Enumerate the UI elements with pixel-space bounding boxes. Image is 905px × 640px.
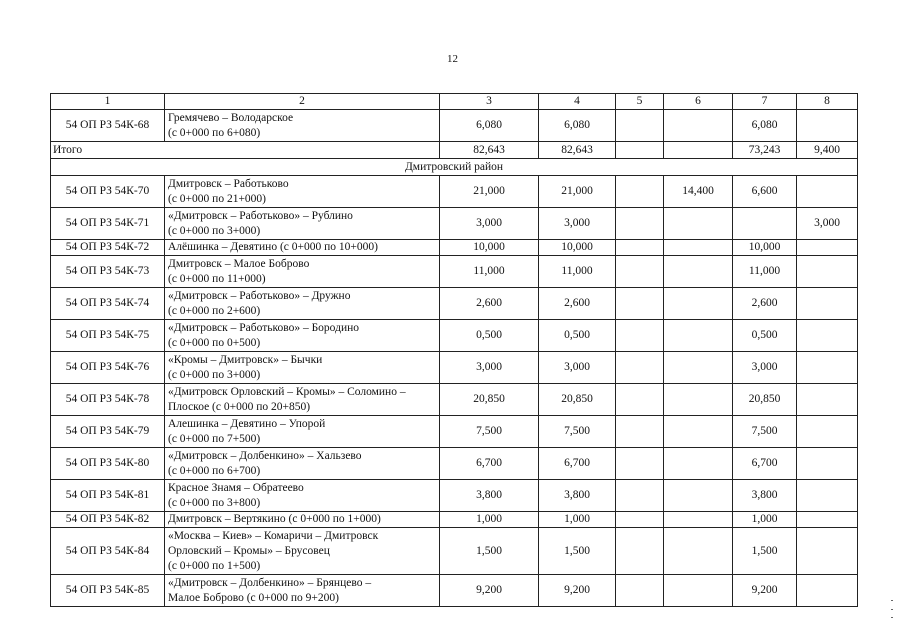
value-c7: 3,800 <box>733 480 797 512</box>
value-c3: 11,000 <box>440 256 539 288</box>
value-c5 <box>616 416 664 448</box>
table-row <box>51 384 858 416</box>
road-name-line: «Дмитровск – Долбенкино» – Брянцево – <box>168 576 372 589</box>
value-c8 <box>797 256 858 288</box>
value-c4: 21,000 <box>539 176 616 208</box>
value-c6 <box>664 448 733 480</box>
road-name <box>165 110 440 142</box>
table-row <box>51 416 858 448</box>
value-c4: 9,200 <box>539 575 616 607</box>
road-name-line: Алешинка – Девятино – Упорой <box>168 417 326 430</box>
road-name-line: (с 0+000 по 21+000) <box>168 192 267 205</box>
road-name-line: Дмитровск – Малое Боброво <box>168 257 310 270</box>
value-c5 <box>616 512 664 528</box>
total-c7: 73,243 <box>733 142 797 159</box>
value-c6 <box>664 110 733 142</box>
value-c4: 3,000 <box>539 352 616 384</box>
value-c3: 20,850 <box>440 384 539 416</box>
road-name-line: «Москва – Киев» – Комаричи – Дмитровск <box>168 529 379 542</box>
header-cell: 2 <box>165 94 440 110</box>
road-name-line: «Дмитровск – Работьково» – Бородино <box>168 321 360 334</box>
road-name-line: Гремячево – Володарское <box>168 111 294 124</box>
road-code: 54 ОП РЗ 54К-78 <box>51 384 165 416</box>
value-c3: 2,600 <box>440 288 539 320</box>
road-name-line: Орловский – Кромы» – Брусовец <box>168 544 330 557</box>
road-name <box>165 528 440 575</box>
road-name-line: (с 0+000 по 11+000) <box>168 272 266 285</box>
value-c6 <box>664 528 733 575</box>
value-c7: 9,200 <box>733 575 797 607</box>
road-name-line: «Дмитровск Орловский – Кромы» – Соломино – <box>168 385 406 398</box>
value-c8 <box>797 416 858 448</box>
value-c6: 14,400 <box>664 176 733 208</box>
value-c7 <box>733 208 797 240</box>
value-c7: 2,600 <box>733 288 797 320</box>
road-name-line: (с 0+000 по 1+500) <box>168 559 261 572</box>
road-name <box>165 208 440 240</box>
road-name-line: Красное Знамя – Обратеево <box>168 481 304 494</box>
road-code: 54 ОП РЗ 54К-76 <box>51 352 165 384</box>
road-name <box>165 575 440 607</box>
value-c8 <box>797 575 858 607</box>
road-name <box>165 352 440 384</box>
value-c4: 0,500 <box>539 320 616 352</box>
total-c3: 82,643 <box>440 142 539 159</box>
road-name-line: (с 0+000 по 3+800) <box>168 496 261 509</box>
table-row <box>51 320 858 352</box>
table-row <box>51 575 858 607</box>
value-c6 <box>664 352 733 384</box>
table-row <box>51 256 858 288</box>
road-name-line: (с 0+000 по 7+500) <box>168 432 261 445</box>
value-c4: 10,000 <box>539 240 616 256</box>
value-c3: 10,000 <box>440 240 539 256</box>
road-name-line: «Дмитровск – Работьково» – Дружно <box>168 289 351 302</box>
value-c8 <box>797 384 858 416</box>
road-name <box>165 480 440 512</box>
table-row <box>51 176 858 208</box>
value-c8 <box>797 480 858 512</box>
road-name-line: Алёшинка – Девятино (с 0+000 по 10+000) <box>168 241 378 253</box>
road-name-line: (с 0+000 по 2+600) <box>168 304 261 317</box>
district-title: Дмитровский район <box>51 159 858 176</box>
table-row <box>51 512 858 528</box>
table-row <box>51 288 858 320</box>
header-cell: 5 <box>616 94 664 110</box>
total-c5 <box>616 142 664 159</box>
value-c5 <box>616 240 664 256</box>
value-c3: 1,000 <box>440 512 539 528</box>
road-code: 54 ОП РЗ 54К-82 <box>51 512 165 528</box>
road-code: 54 ОП РЗ 54К-79 <box>51 416 165 448</box>
value-c6 <box>664 320 733 352</box>
road-code: 54 ОП РЗ 54К-68 <box>51 110 165 142</box>
value-c5 <box>616 384 664 416</box>
header-row <box>51 94 858 110</box>
road-name <box>165 240 440 256</box>
table-row <box>51 352 858 384</box>
value-c8 <box>797 176 858 208</box>
value-c4: 3,000 <box>539 208 616 240</box>
road-name-line: (с 0+000 по 6+700) <box>168 464 261 477</box>
total-row <box>51 142 858 159</box>
road-name <box>165 256 440 288</box>
value-c3: 7,500 <box>440 416 539 448</box>
road-name <box>165 288 440 320</box>
value-c3: 6,700 <box>440 448 539 480</box>
value-c6 <box>664 512 733 528</box>
road-name-line: «Дмитровск – Долбенкино» – Хальзево <box>168 449 362 462</box>
header-cell: 6 <box>664 94 733 110</box>
value-c5 <box>616 480 664 512</box>
value-c3: 3,800 <box>440 480 539 512</box>
header-cell: 7 <box>733 94 797 110</box>
value-c8 <box>797 110 858 142</box>
road-name-line: (с 0+000 по 3+000) <box>168 224 261 237</box>
value-c8 <box>797 352 858 384</box>
page-number: 12 <box>447 53 458 65</box>
value-c3: 9,200 <box>440 575 539 607</box>
value-c5 <box>616 575 664 607</box>
value-c4: 7,500 <box>539 416 616 448</box>
road-name <box>165 320 440 352</box>
road-name-line: (с 0+000 по 3+000) <box>168 368 261 381</box>
road-name <box>165 416 440 448</box>
road-code: 54 ОП РЗ 54К-85 <box>51 575 165 607</box>
value-c8 <box>797 512 858 528</box>
value-c7: 7,500 <box>733 416 797 448</box>
road-code: 54 ОП РЗ 54К-75 <box>51 320 165 352</box>
road-name-line: Малое Боброво (с 0+000 по 9+200) <box>168 591 339 604</box>
road-name <box>165 448 440 480</box>
table-row <box>51 240 858 256</box>
value-c3: 1,500 <box>440 528 539 575</box>
table-row <box>51 110 858 142</box>
value-c6 <box>664 575 733 607</box>
road-code: 54 ОП РЗ 54К-81 <box>51 480 165 512</box>
value-c5 <box>616 256 664 288</box>
table-row <box>51 208 858 240</box>
scan-specks <box>891 600 895 618</box>
value-c7: 6,080 <box>733 110 797 142</box>
road-name-line: (с 0+000 по 0+500) <box>168 336 261 349</box>
road-name-line: Плоское (с 0+000 по 20+850) <box>168 400 311 413</box>
value-c5 <box>616 448 664 480</box>
value-c8 <box>797 448 858 480</box>
value-c6 <box>664 384 733 416</box>
value-c6 <box>664 288 733 320</box>
header-cell: 8 <box>797 94 858 110</box>
value-c8: 3,000 <box>797 208 858 240</box>
value-c4: 6,700 <box>539 448 616 480</box>
road-name-line: Дмитровск – Работьково <box>168 177 289 190</box>
value-c7: 10,000 <box>733 240 797 256</box>
total-label: Итого <box>51 142 440 159</box>
value-c8 <box>797 240 858 256</box>
road-code: 54 ОП РЗ 54К-71 <box>51 208 165 240</box>
total-c8: 9,400 <box>797 142 858 159</box>
value-c8 <box>797 320 858 352</box>
road-code: 54 ОП РЗ 54К-84 <box>51 528 165 575</box>
value-c7: 3,000 <box>733 352 797 384</box>
value-c4: 3,800 <box>539 480 616 512</box>
value-c5 <box>616 208 664 240</box>
value-c6 <box>664 416 733 448</box>
road-code: 54 ОП РЗ 54К-72 <box>51 240 165 256</box>
total-c6 <box>664 142 733 159</box>
header-cell: 1 <box>51 94 165 110</box>
table-row <box>51 480 858 512</box>
value-c3: 21,000 <box>440 176 539 208</box>
road-code: 54 ОП РЗ 54К-73 <box>51 256 165 288</box>
road-name-line: (с 0+000 по 6+080) <box>168 126 261 139</box>
value-c7: 11,000 <box>733 256 797 288</box>
value-c5 <box>616 110 664 142</box>
road-name-line: «Дмитровск – Работьково» – Рублино <box>168 209 353 222</box>
value-c4: 2,600 <box>539 288 616 320</box>
header-cell: 3 <box>440 94 539 110</box>
value-c6 <box>664 208 733 240</box>
value-c3: 6,080 <box>440 110 539 142</box>
header-cell: 4 <box>539 94 616 110</box>
value-c5 <box>616 528 664 575</box>
value-c6 <box>664 256 733 288</box>
value-c3: 3,000 <box>440 352 539 384</box>
value-c3: 0,500 <box>440 320 539 352</box>
value-c6 <box>664 480 733 512</box>
road-name <box>165 176 440 208</box>
value-c8 <box>797 288 858 320</box>
road-name <box>165 384 440 416</box>
value-c7: 6,700 <box>733 448 797 480</box>
value-c3: 3,000 <box>440 208 539 240</box>
value-c7: 1,000 <box>733 512 797 528</box>
value-c4: 11,000 <box>539 256 616 288</box>
value-c4: 1,000 <box>539 512 616 528</box>
value-c4: 20,850 <box>539 384 616 416</box>
road-name <box>165 512 440 528</box>
roads-table <box>50 93 858 607</box>
road-code: 54 ОП РЗ 54К-80 <box>51 448 165 480</box>
road-code: 54 ОП РЗ 54К-74 <box>51 288 165 320</box>
value-c4: 1,500 <box>539 528 616 575</box>
value-c7: 20,850 <box>733 384 797 416</box>
value-c8 <box>797 528 858 575</box>
table-row <box>51 448 858 480</box>
table-row <box>51 528 858 575</box>
district-row <box>51 159 858 176</box>
value-c5 <box>616 352 664 384</box>
value-c5 <box>616 288 664 320</box>
total-c4: 82,643 <box>539 142 616 159</box>
value-c7: 1,500 <box>733 528 797 575</box>
road-name-line: Дмитровск – Вертякино (с 0+000 по 1+000) <box>168 513 381 525</box>
value-c5 <box>616 320 664 352</box>
value-c7: 0,500 <box>733 320 797 352</box>
value-c4: 6,080 <box>539 110 616 142</box>
road-code: 54 ОП РЗ 54К-70 <box>51 176 165 208</box>
value-c5 <box>616 176 664 208</box>
road-name-line: «Кромы – Дмитровск» – Бычки <box>168 353 323 366</box>
value-c7: 6,600 <box>733 176 797 208</box>
value-c6 <box>664 240 733 256</box>
